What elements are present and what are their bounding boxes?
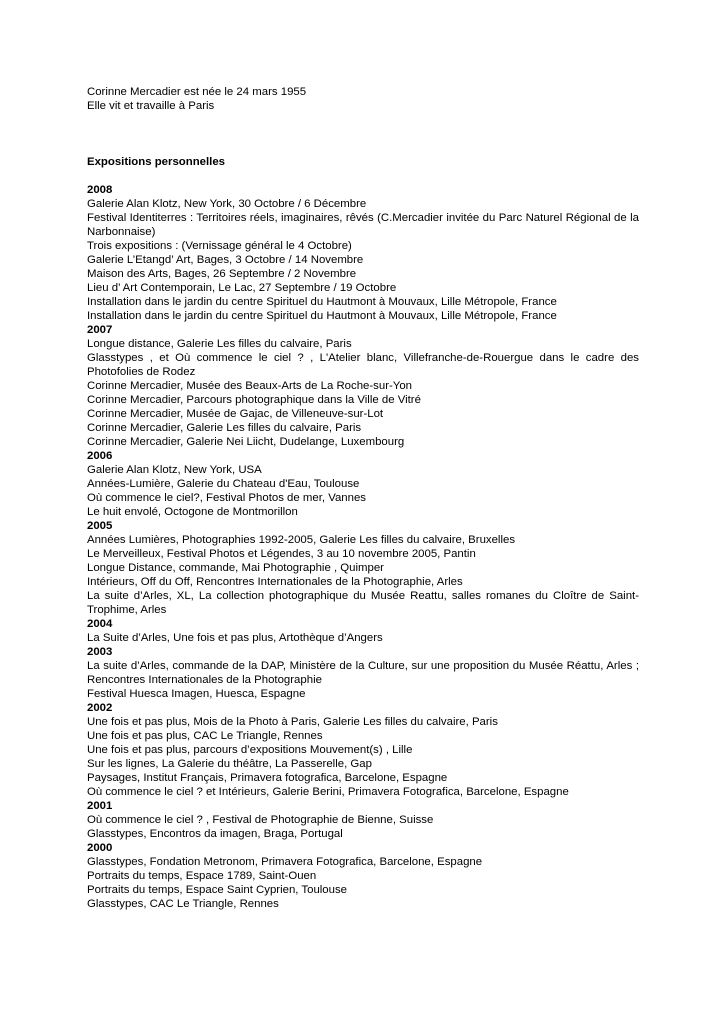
- exhibition-entry: Une fois et pas plus, parcours d’expositions Mouvement(s) , Lille: [87, 744, 413, 756]
- exhibition-entry: Années-Lumière, Galerie du Chateau d'Eau, Toulouse: [87, 478, 360, 490]
- intro-residence-line: Elle vit et travaille à Paris: [87, 100, 215, 112]
- exhibition-entry: La Suite d’Arles, Une fois et pas plus, Artothèque d’Angers: [87, 632, 383, 644]
- exhibition-entry: Où commence le ciel ? et Intérieurs, Galerie Berini, Primavera Fotografica, Barcelone, Espagne: [87, 786, 569, 798]
- exhibition-entry: Portraits du temps, Espace Saint Cyprien, Toulouse: [87, 884, 348, 896]
- exhibition-entry: Corinne Mercadier, Galerie Nei Liicht, Dudelange, Luxembourg: [87, 436, 405, 448]
- year-heading: 2003: [87, 646, 113, 658]
- exhibition-entry: Corinne Mercadier, Musée de Gajac, de Villeneuve-sur-Lot: [87, 408, 384, 420]
- exhibition-entry: Corinne Mercadier, Parcours photographique dans la Ville de Vitré: [87, 394, 421, 406]
- exhibition-entry: Glasstypes, CAC Le Triangle, Rennes: [87, 898, 279, 910]
- exhibition-entry: Longue Distance, commande, Mai Photographie , Quimper: [87, 562, 384, 574]
- exhibition-entry: La suite d’Arles, XL, La collection photographique du Musée Reattu, salles romanes du Cloître de Saint-Trophime, Arles: [87, 590, 639, 616]
- exhibition-entry: La suite d’Arles, commande de la DAP, Ministère de la Culture, sur une proposition du Musée Réattu, Arles ; Rencontres Internationales de la Photographie: [87, 660, 639, 686]
- year-heading: 2002: [87, 702, 113, 714]
- exhibition-entry: Festival Huesca Imagen, Huesca, Espagne: [87, 688, 306, 700]
- year-heading: 2001: [87, 800, 113, 812]
- exhibition-entry: Installation dans le jardin du centre Spirituel du Hautmont à Mouvaux, Lille Métropole, France: [87, 296, 557, 308]
- intro-block: [87, 85, 639, 113]
- exhibition-entry: Où commence le ciel?, Festival Photos de mer, Vannes: [87, 492, 366, 504]
- exhibition-entry: Sur les lignes, La Galerie du théâtre, La Passerelle, Gap: [87, 758, 372, 770]
- year-heading: 2000: [87, 842, 113, 854]
- exhibition-entry: Glasstypes , et Où commence le ciel ? , L'Atelier blanc, Villefranche-de-Rouergue dans le cadre des Photofolies de Rodez: [87, 352, 639, 378]
- exhibition-entry: Une fois et pas plus, Mois de la Photo à Paris, Galerie Les filles du calvaire, Paris: [87, 716, 498, 728]
- year-heading: 2005: [87, 520, 113, 532]
- exhibition-entry: Installation dans le jardin du centre Spirituel du Hautmont à Mouvaux, Lille Métropole, France: [87, 310, 557, 322]
- year-heading: 2007: [87, 324, 113, 336]
- exhibition-entry: Le Merveilleux, Festival Photos et Légendes, 3 au 10 novembre 2005, Pantin: [87, 548, 476, 560]
- exhibition-entry: Où commence le ciel ? , Festival de Photographie de Bienne, Suisse: [87, 814, 434, 826]
- exhibitions-list: [87, 183, 639, 911]
- exhibition-entry: Le huit envolé, Octogone de Montmorillon: [87, 506, 298, 518]
- exhibition-entry: Glasstypes, Encontros da imagen, Braga, Portugal: [87, 828, 343, 840]
- exhibition-entry: Paysages, Institut Français, Primavera fotografica, Barcelone, Espagne: [87, 772, 448, 784]
- intro-birth-line: Corinne Mercadier est née le 24 mars 1955: [87, 86, 307, 98]
- document-page: [87, 85, 639, 911]
- section-title: Expositions personnelles: [87, 156, 225, 168]
- exhibition-entry: Portraits du temps, Espace 1789, Saint-Ouen: [87, 870, 317, 882]
- exhibition-entry: Galerie Alan Klotz, New York, 30 Octobre / 6 Décembre: [87, 198, 367, 210]
- year-heading: 2004: [87, 618, 113, 630]
- exhibition-entry: Glasstypes, Fondation Metronom, Primavera Fotografica, Barcelone, Espagne: [87, 856, 483, 868]
- exhibition-entry: Intérieurs, Off du Off, Rencontres Internationales de la Photographie, Arles: [87, 576, 463, 588]
- exhibition-entry: Galerie Alan Klotz, New York, USA: [87, 464, 262, 476]
- exhibition-entry: Corinne Mercadier, Musée des Beaux-Arts de La Roche-sur-Yon: [87, 380, 413, 392]
- exhibition-entry: Une fois et pas plus, CAC Le Triangle, Rennes: [87, 730, 323, 742]
- year-heading: 2008: [87, 184, 113, 196]
- exhibition-entry: Années Lumières, Photographies 1992-2005, Galerie Les filles du calvaire, Bruxelles: [87, 534, 516, 546]
- exhibition-entry: Corinne Mercadier, Galerie Les filles du calvaire, Paris: [87, 422, 362, 434]
- exhibition-entry: Lieu d’ Art Contemporain, Le Lac, 27 Septembre / 19 Octobre: [87, 282, 397, 294]
- exhibition-entry: Longue distance, Galerie Les filles du calvaire, Paris: [87, 338, 352, 350]
- exhibition-entry: Festival Identiterres : Territoires réels, imaginaires, rêvés (C.Mercadier invitée du Parc Naturel Régional de la Narbonnaise): [87, 212, 639, 238]
- year-heading: 2006: [87, 450, 113, 462]
- exhibition-entry: Trois expositions : (Vernissage général le 4 Octobre): [87, 240, 352, 252]
- exhibition-entry: Galerie L’Etangd’ Art, Bages, 3 Octobre / 14 Novembre: [87, 254, 364, 266]
- exhibition-entry: Maison des Arts, Bages, 26 Septembre / 2 Novembre: [87, 268, 357, 280]
